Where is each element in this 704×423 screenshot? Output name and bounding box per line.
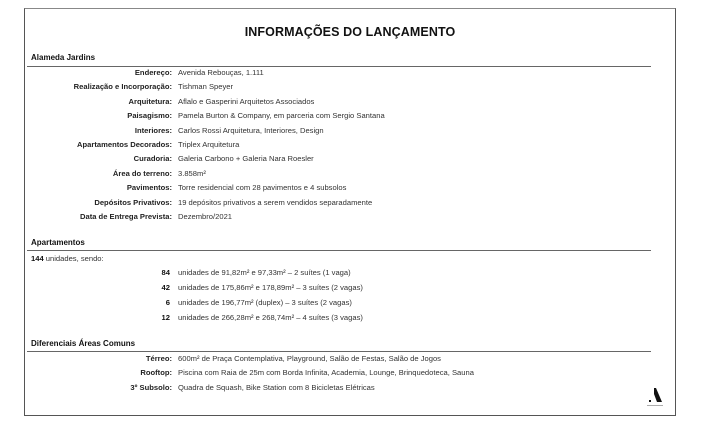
info-label: Área do terreno: xyxy=(112,168,172,178)
info-label: Interiores: xyxy=(134,125,172,135)
info-row xyxy=(25,152,665,166)
info-row xyxy=(25,352,665,366)
page-title: INFORMAÇÕES DO LANÇAMENTO xyxy=(244,25,456,39)
info-value: Carlos Rossi Arquitetura, Interiores, Design xyxy=(178,125,324,135)
info-value: 600m² de Praça Contemplativa, Playground, Salão de Festas, Salão de Jogos xyxy=(178,354,441,363)
units-total-suffix: unidades, sendo: xyxy=(43,254,104,263)
document-frame xyxy=(24,8,676,416)
unit-count: 42 xyxy=(161,283,170,292)
info-value: Triplex Arquitetura xyxy=(178,140,240,149)
unit-type-row xyxy=(25,311,665,325)
info-row xyxy=(25,124,665,138)
unit-count: 12 xyxy=(161,313,170,322)
info-label: Paisagismo: xyxy=(127,111,172,121)
info-row xyxy=(25,366,665,380)
info-row xyxy=(25,181,665,195)
info-value: Aflalo e Gasperini Arquitetos Associados xyxy=(178,96,315,106)
info-label: Data de Entrega Prevista: xyxy=(79,212,172,221)
info-row xyxy=(25,95,665,109)
units-total-line xyxy=(31,254,104,263)
unit-description: unidades de 175,86m² e 178,89m² – 3 suítes (2 vagas) xyxy=(178,283,363,292)
section-heading-apartments: Apartamentos xyxy=(31,238,85,247)
unit-description: unidades de 91,82m² e 97,33m² – 2 suítes (1 vaga) xyxy=(178,268,351,277)
info-label: Curadoria: xyxy=(133,154,172,164)
unit-type-row xyxy=(25,266,665,280)
info-row xyxy=(25,66,665,80)
info-label: Realização e Incorporação: xyxy=(73,82,172,92)
info-label: Apartamentos Decorados: xyxy=(77,140,172,149)
unit-type-row xyxy=(25,296,665,310)
section-heading-project: Alameda Jardins xyxy=(31,53,96,62)
info-value: Quadra de Squash, Bike Station com 8 Bicicletas Elétricas xyxy=(178,382,375,392)
info-row xyxy=(25,381,665,395)
unit-type-row xyxy=(25,281,665,295)
section-heading-common-areas: Diferenciais Áreas Comuns xyxy=(31,339,136,348)
section-divider xyxy=(27,250,651,251)
info-value: Tishman Speyer xyxy=(178,82,234,92)
info-value: Avenida Rebouças, 1.111 xyxy=(178,68,264,77)
info-row xyxy=(25,109,665,123)
info-value: Pamela Burton & Company, em parceria com Sergio Santana xyxy=(178,111,385,121)
info-label: Arquitetura: xyxy=(128,96,172,106)
unit-count: 6 xyxy=(165,298,170,307)
info-value: 3.858m² xyxy=(178,168,206,178)
info-value: Dezembro/2021 xyxy=(178,212,233,221)
info-label: 3º Subsolo: xyxy=(130,382,172,392)
info-row xyxy=(25,138,665,152)
info-row xyxy=(25,196,665,210)
info-label: Rooftop: xyxy=(140,368,172,378)
unit-description: unidades de 266,28m² e 268,74m² – 4 suítes (3 vagas) xyxy=(178,313,363,322)
info-value: 19 depósitos privativos a serem vendidos separadamente xyxy=(178,197,373,207)
info-value: Piscina com Raia de 25m com Borda Infinita, Academia, Lounge, Brinquedoteca, Sauna xyxy=(178,368,474,378)
info-label: Térreo: xyxy=(145,354,172,363)
info-value: Torre residencial com 28 pavimentos e 4 subsolos xyxy=(178,183,347,193)
tishman-speyer-logo-icon xyxy=(645,385,665,409)
info-label: Endereço: xyxy=(134,68,172,77)
info-row xyxy=(25,167,665,181)
info-label: Depósitos Privativos: xyxy=(94,197,172,207)
info-value: Galeria Carbono + Galeria Nara Roesler xyxy=(178,154,314,164)
unit-count: 84 xyxy=(161,268,170,277)
units-total: 144 xyxy=(31,254,44,263)
info-row xyxy=(25,80,665,94)
info-row xyxy=(25,210,665,224)
info-label: Pavimentos: xyxy=(126,183,172,193)
unit-description: unidades de 196,77m² (duplex) – 3 suítes (2 vagas) xyxy=(178,298,352,307)
